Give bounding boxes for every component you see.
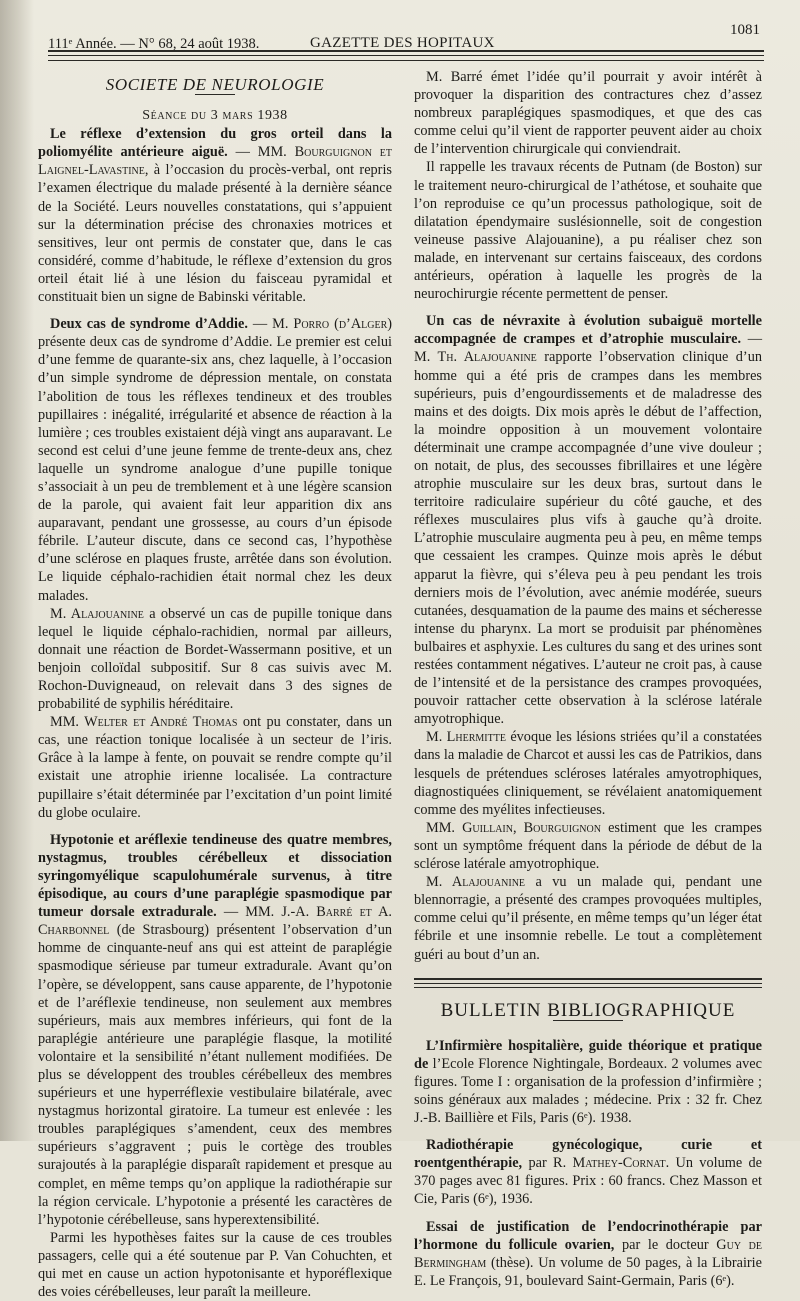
page-number: 1081 — [730, 22, 760, 38]
biblio-entry-radiotherapie — [414, 1136, 762, 1208]
article-hypotonia — [38, 831, 392, 1229]
section-title-rule — [195, 94, 235, 95]
comment-author: M. Alajouanine — [426, 874, 526, 891]
biblio-body: l’Ecole Florence Nightingale, Bordeaux. 2 volumes avec figures. Tome I : organisation de la profession d’infirmière ; soins généraux aux malades ; médecine. Prix : 32 fr. Chez J.-B. Baillière et Fils, Paris (6ᵉ). 1938. — [414, 1055, 762, 1127]
article-addie — [38, 315, 392, 605]
header-rule — [48, 50, 764, 52]
comment-author: MM. Guillain, Bourguignon — [426, 819, 601, 836]
left-column — [38, 76, 392, 1301]
comment-author: MM. Welter et André Thomas — [50, 714, 238, 731]
journal-title: GAZETTE DES HOPITAUX — [310, 35, 495, 51]
bulletin-rules — [414, 978, 762, 988]
biblio-title: Essai de justification de l’endocrinothérapie par l’hormone du follicule ovarien, — [414, 1218, 762, 1253]
article-body: rapporte l’observation clinique d’un homme qui a été pris de crampes dans les membres supérieurs, puis d’engourdissements et de maladresse des mains et des doigts. Dix mois après le début de l’affection, la moindre opposition à un mouvement volontaire déterminait une crampe accompagnée d’une vive douleur ; on notait, de plus, des secousses fibrillaires et une légère atrophie musculaire sur les deux bras, surtout dans le territoire radiculaire supérieur du côté gauche, et des réflexes musculaires plus vifs à gauche qu’à droite. L’atrophie musculaire augmenta peu à peu, en même temps que cessaient les crampes. Quinze mois après le début apparut la fièvre, qui s’éleva peu à peu pendant les trois derniers mois de l’évolution, avec anémie modérée, sueurs cutanées, desquamation de la paume des mains et sécheresse intense du pharynx. La mort se produisit par phénomènes bulbaires et asphyxie. Les cultures du sang et des urines sont restées contamment négatives. L’auteur ne croit pas, à cause de l’intensité et de la persistance des crampes provoquées, pouvoir rattacher cette observation à la sclérose latérale amyotrophique. — [414, 349, 762, 728]
header-rule-2 — [48, 55, 764, 56]
comment-barre-cont: Il rappelle les travaux récents de Putnam (de Boston) sur le traitement neuro-chirurgical de l’athétose, et souhaite que l’on reproduise ce qu’un processus pathologique, soit de dilatation épendymaire suslésionnelle, soit de congestion veineuse passive Alajouanine), a pu réaliser chez son malade, en intervenant sur certains faisceaux, des cordons antérieurs, opération à laquelle les progrès de la neurochirurgie récente permettent de penser. — [414, 159, 762, 303]
comment-author: M. Lhermitte — [426, 729, 506, 746]
article-body: à l’occasion du procès-verbal, ont repris l’examen électrique du malade présenté à la dernière séance de la Société. Leurs nouvelles constatations, qui s’appuient sur la détermination précise des chronaxies motrices et sensitives, leur ont permis de constater que, dans le cas considéré, comme d’habitude, le réflexe d’extension du gros orteil était lié à une lésion du faisceau pyramidal et constituait bien un signe de Babinski véritable. — [38, 162, 392, 306]
biblio-prefix: par R. — [528, 1155, 567, 1172]
biblio-author: Mathey-Cornat. — [572, 1155, 670, 1172]
page-binding-edge — [0, 0, 34, 1141]
biblio-body: (thèse). Un volume de 50 pages, à la Librairie E. Le François, 91, boulevard Saint-Germain, Paris (6ᵉ). — [414, 1254, 763, 1289]
biblio-author: Guy de Bermingham — [414, 1236, 763, 1271]
biblio-title: Radiothérapie gynécologique, curie et roentgenthérapie, — [414, 1137, 762, 1172]
comment-alajouanine — [38, 605, 392, 714]
article-body: (de Strasbourg) présentent l’observation d’un homme de cinquante-neuf ans qui est atteint de paraplégie spasmodique sérieuse par tumeur extradurale. Avant qu’on l’opère, se développent, sans cause apparente, de l’hypotonie et de l’aréflexie tendineuse, non seulement aux membres supérieurs, mais aux membres inférieurs, qui font de la paraplégie antérieure une paraplégie flasque, la motilité volontaire et la sensibilité n’étant nullement modifiées. De plus se développent des troubles cérébelleux des membres supérieurs et une hyperréflexie vestibulaire bilatérale, avec nystagmus horizontal giratoire. La tumeur est enlevée : les troubles paraplégiques s’amendent, ceux des membres supérieurs s’aggravent ; puis le cortège des troubles surajoutés à la paraplégie disparaît rapidement et presque au complet, en même temps qu’on applique la radiothérapie sur la région cervicale. L’hypotonie a présenté les caractères de l’hypotonie cérébelleuse, sans hyperextensibilité. — [38, 922, 392, 1228]
comment-body: estiment que les crampes sont un symptôme fréquent dans la période de début de la sclérose latérale amyotrophique. — [414, 819, 762, 873]
issue-info: 111ᵉ Année. — N° 68, 24 août 1938. — [48, 36, 260, 52]
comment-lhermitte — [414, 728, 762, 818]
article-authors: — MM. J.-A. Barré et A. Charbonnel — [38, 904, 392, 939]
biblio-title: L’Infirmière hospitalière, guide théorique et pratique de — [414, 1037, 762, 1072]
article-poliomyelitis — [38, 125, 392, 306]
biblio-prefix: par le docteur — [621, 1236, 709, 1253]
article-authors: — MM. Bourguignon et Laignel-Lavastine, — [38, 144, 392, 179]
right-column — [414, 68, 762, 1290]
article-hypotonia-cont: Parmi les hypothèses faites sur la cause de ces troubles passagers, celle qui a été soutenue par P. Van Cohuchten, et qui met en cause un action hypotonisante et hyporéflexique des voies cérébelleuses, leur paraît la meilleure. — [38, 1229, 392, 1301]
article-nevraxite — [414, 312, 762, 728]
article-body: présente deux cas de syndrome d’Addie. Le premier est celui d’une femme de quarante-six ans, chez laquelle, à l’occasion d’un simple syndrome de dépression mentale, on constata l’abolition de tous les réflexes tendineux et des troubles pupillaires : inégalité, irrégularité et absence de réaction à la lumière ; ces troubles existaient déjà vingt ans auparavant. Le second est celui d’une jeune femme de trente-deux ans, chez laquelle un syndrome analogue d’une pupille tonique s’associait à un peu de tremblement et à une légère scansion de la parole, qui avaient fait leur apparition dix ans auparavant, pendant une grossesse, au cours d’un épisode fébrile. L’auteur discute, dans ce second cas, l’hypothèse d’une sclérose en plaques fruste, arrêtée dans son évolution. Le liquide céphalo-rachidien était normal chez les deux malades. — [38, 334, 392, 604]
article-title: Hypotonie et aréflexie tendineuse des quatre membres, nystagmus, troubles cérébelleux et dissociation syringomyélique scapulohumérale survenus, à titre épisodique, au cours d’une paraplégie spasmodique par tumeur dorsale extradurale. — [38, 831, 392, 921]
comment-alajouanine-2 — [414, 873, 762, 963]
article-title: Le réflexe d’extension du gros orteil dans la poliomyélite antérieure aiguë. — [38, 126, 392, 161]
biblio-entry-infirmiere — [414, 1037, 762, 1127]
comment-barre: M. Barré émet l’idée qu’il pourrait y avoir intérêt à provoquer la disparition des contractures chez d’assez nombreux paraplégiques spasmodiques, et que des cas comme celui qu’il vient de rapporter peuvent aider au choix de l’intervention chirurgicale qui conviendrait. — [414, 69, 762, 158]
article-title: Deux cas de syndrome d’Addie. — [50, 316, 248, 333]
page-header — [48, 22, 760, 52]
comment-welter-thomas — [38, 713, 392, 822]
section-title: SOCIETE DE NEUROLOGIE — [105, 75, 325, 94]
article-authors: — M. Th. Alajouanine — [414, 331, 762, 366]
comment-author: M. Alajouanine — [50, 605, 144, 622]
bulletin-title: BULLETIN BIBLIOGRAPHIQUE — [440, 999, 736, 1021]
header-rule-3 — [48, 60, 764, 61]
comment-body: ont pu constater, dans un cas, une réaction tonique localisée à un secteur de l’iris. Grâce à la lampe à fente, on pouvait se rendre compte qu’il existait une atrophie irienne localisée. La contracture pupillaire s’était déterminée par l’excitation d’un point limité du globe oculaire. — [38, 714, 392, 821]
comment-guillain — [414, 819, 762, 873]
comment-body: a observé un cas de pupille tonique dans lequel le liquide céphalo-rachidien, normal par ailleurs, donnait une réaction de Bordet-Wassermann positive, et un benjoin colloïdal subpositif. Sur 8 cas suivis avec M. Rochon-Duvigneaud, on relevait dans 3 des signes de probabilité de syphilis héréditaire. — [38, 605, 393, 713]
biblio-body: Un volume de 370 pages avec 81 figures. Prix : 60 francs. Chez Masson et Cie, Paris (6ᵉ), 1936. — [414, 1155, 763, 1208]
comment-body: a vu un malade qui, pendant une blennorragie, a présenté des crampes provoquées multiples, comme celui qu’il présente, en même temps qu’un léger état fébrile et une insomnie rebelle. Le tout a complètement guéri au bout d’un an. — [414, 874, 763, 963]
biblio-entry-endocrinotherapie — [414, 1218, 762, 1290]
article-title: Un cas de névraxite à évolution subaiguë mortelle accompagnée de crampes et d’atrophie musculaire. — [414, 313, 762, 348]
comment-body: évoque les lésions striées qu’il a constatées dans la maladie de Charcot et aussi les cas de Patrikios, dans lesquels de prétendues scléroses latérales amyotrophiques, diagnostiquées cliniquement, se révélaient anatomiquement comme des myélites infectieuses. — [414, 729, 762, 818]
article-authors: — M. Porro (d’Alger) — [252, 316, 393, 333]
session-date: Séance du 3 mars 1938 — [142, 108, 288, 124]
